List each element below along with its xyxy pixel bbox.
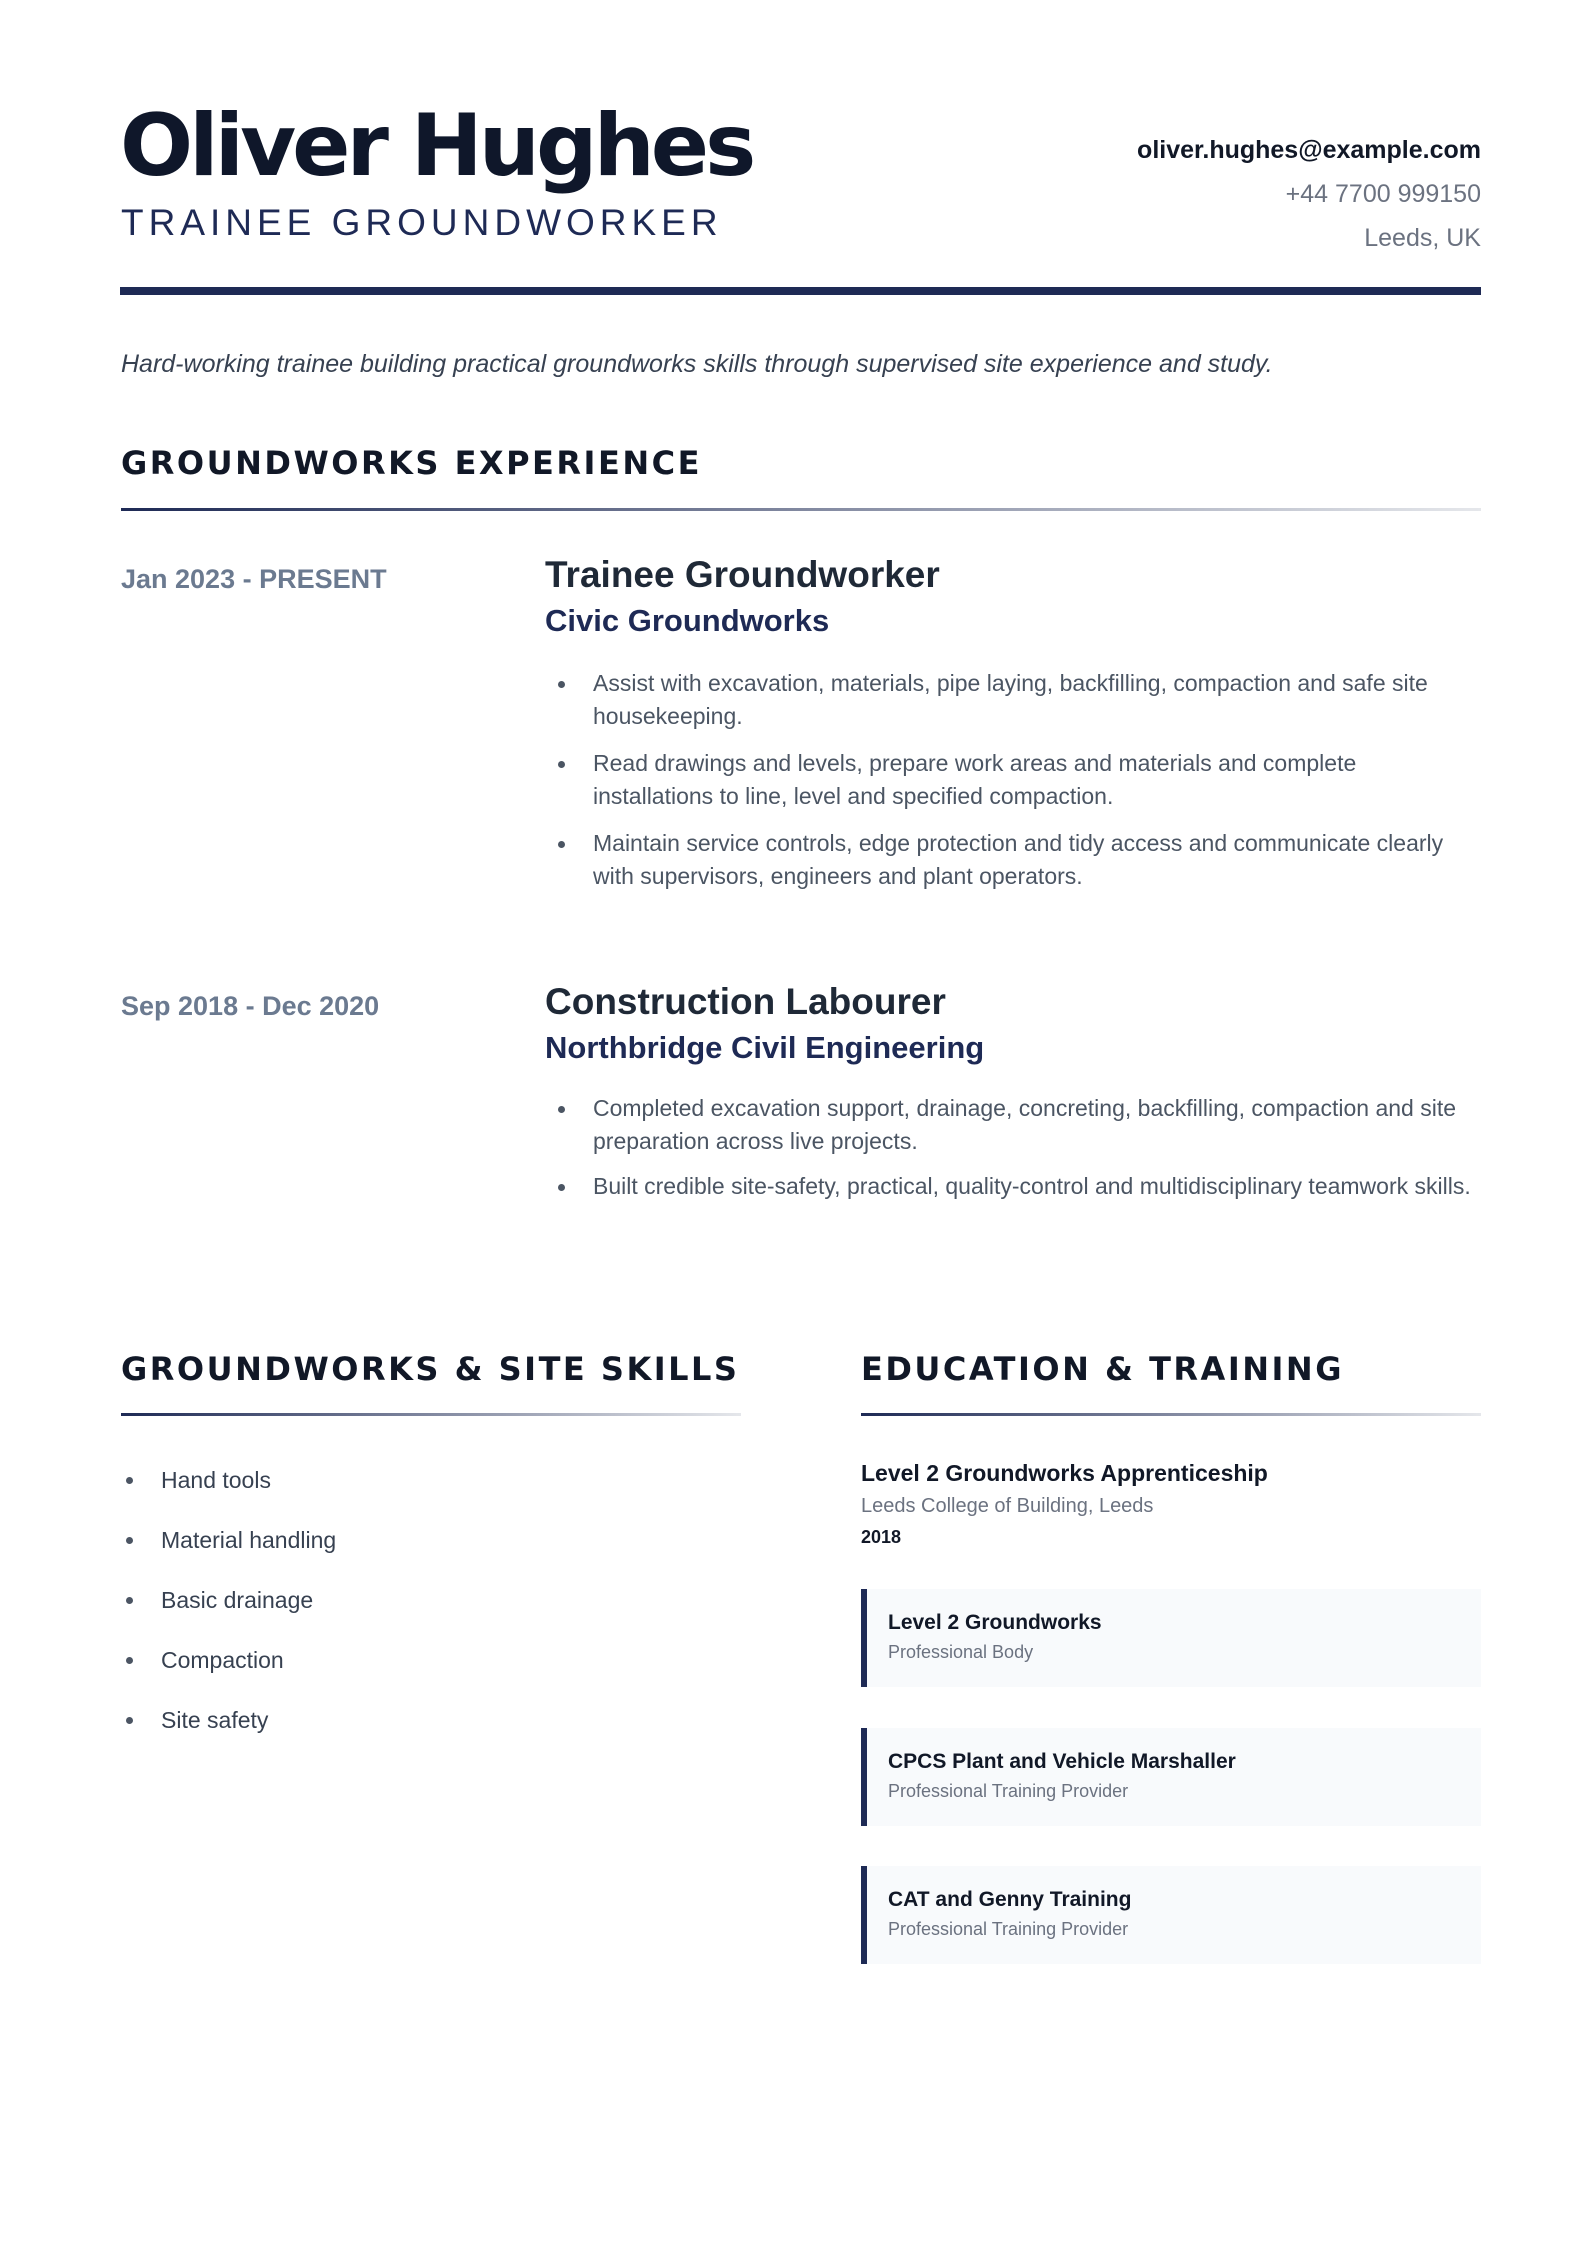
- contact-phone[interactable]: +44 7700 999150: [1285, 180, 1481, 208]
- job-dates: Jan 2023 - PRESENT: [121, 564, 387, 594]
- skills-heading: GROUNDWORKS & SITE SKILLS: [121, 1350, 740, 1388]
- experience-heading: GROUNDWORKS EXPERIENCE: [121, 444, 702, 482]
- contact-email[interactable]: oliver.hughes@example.com: [1137, 136, 1481, 164]
- header-divider: [120, 287, 1481, 295]
- job-entry: [545, 551, 1481, 893]
- contact-location: Leeds, UK: [1364, 224, 1481, 252]
- certification-card: [861, 1866, 1481, 1964]
- certification-title: CAT and Genny Training: [888, 1888, 1132, 1911]
- certification-card: [861, 1728, 1481, 1826]
- skills-divider: [121, 1413, 741, 1416]
- skill-item: Basic drainage: [121, 1581, 336, 1641]
- skill-item: Hand tools: [121, 1461, 336, 1521]
- job-title: Construction Labourer: [545, 981, 946, 1022]
- duty-item: Maintain service controls, edge protection and tidy access and communicate clearly with supervisors, engineers and plant operators.: [545, 827, 1481, 893]
- skill-item: Site safety: [121, 1701, 336, 1761]
- certification-provider: Professional Training Provider: [888, 1919, 1129, 1939]
- certification-provider: Professional Body: [888, 1642, 1034, 1662]
- duty-item: Read drawings and levels, prepare work areas and materials and complete installations to line, level and specified compaction.: [545, 747, 1481, 813]
- certification-title: Level 2 Groundworks: [888, 1611, 1102, 1634]
- candidate-role: TRAINEE GROUNDWORKER: [121, 202, 723, 243]
- skill-item: Material handling: [121, 1521, 336, 1581]
- institution-name: Leeds College of Building, Leeds: [861, 1495, 1154, 1517]
- certification-provider: Professional Training Provider: [888, 1781, 1129, 1801]
- duty-item: Built credible site-safety, practical, quality-control and multidisciplinary teamwork skills.: [545, 1170, 1481, 1203]
- duty-item: Assist with excavation, materials, pipe laying, backfilling, compaction and safe site housekeeping.: [545, 667, 1481, 733]
- job-dates: Sep 2018 - Dec 2020: [121, 991, 380, 1021]
- education-entry: [861, 1456, 1268, 1552]
- profile-summary: Hard-working trainee building practical groundworks skills through supervised site experience and study.: [121, 350, 1273, 378]
- certification-title: CPCS Plant and Vehicle Marshaller: [888, 1750, 1236, 1773]
- job-company: Northbridge Civil Engineering: [545, 1030, 985, 1065]
- contact-block: [1137, 128, 1481, 260]
- candidate-name: Oliver Hughes: [120, 96, 753, 196]
- qualification-year: 2018: [861, 1527, 902, 1547]
- job-company: Civic Groundworks: [545, 603, 830, 638]
- job-duties: [545, 1092, 1481, 1203]
- certification-card: [861, 1589, 1481, 1687]
- job-duties: [545, 667, 1481, 893]
- job-entry: [545, 978, 1481, 1203]
- job-title: Trainee Groundworker: [545, 554, 940, 595]
- qualification-title: Level 2 Groundworks Apprenticeship: [861, 1460, 1268, 1486]
- education-heading: EDUCATION & TRAINING: [861, 1350, 1344, 1388]
- experience-divider: [121, 508, 1481, 511]
- skills-list: [121, 1461, 336, 1761]
- skill-item: Compaction: [121, 1641, 336, 1701]
- education-divider: [861, 1413, 1481, 1416]
- duty-item: Completed excavation support, drainage, concreting, backfilling, compaction and site preparation across live projects.: [545, 1092, 1481, 1158]
